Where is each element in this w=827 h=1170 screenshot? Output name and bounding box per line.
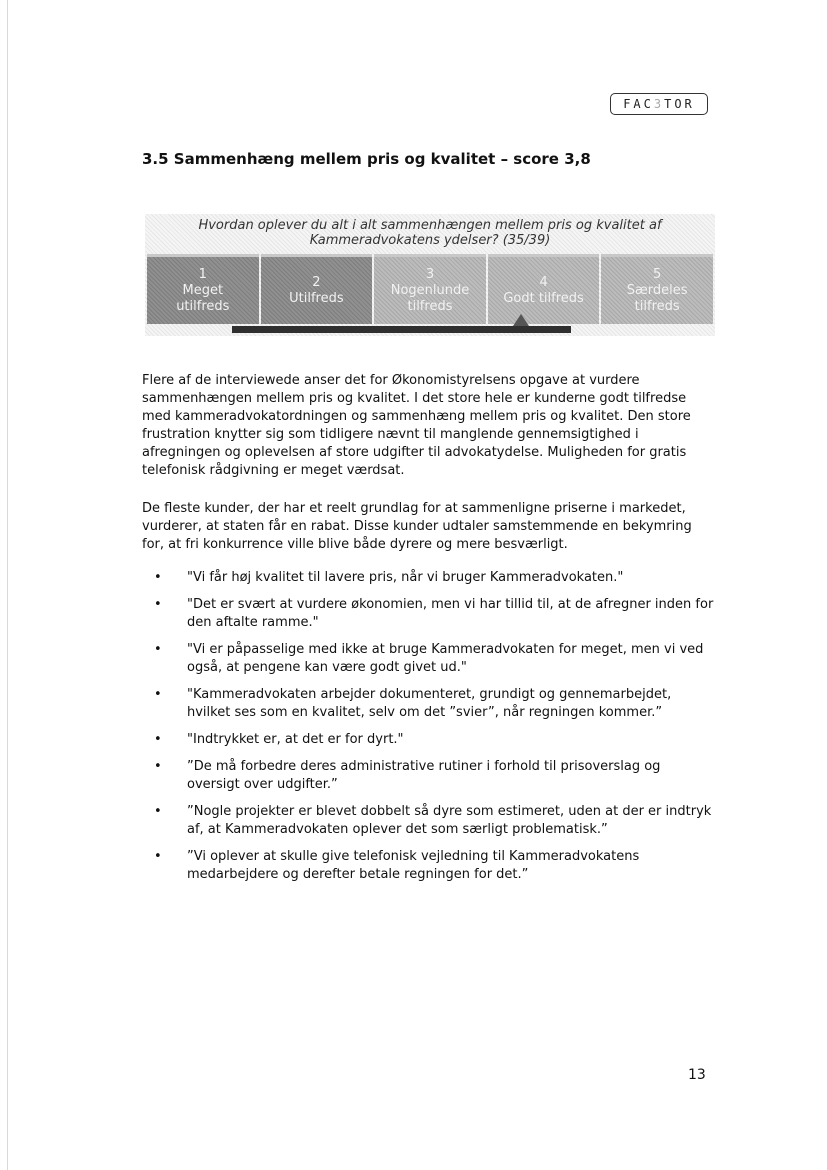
paragraph-1: Flere af de interviewede anser det for Økonomistyrelsens opgave at vurdere sammenhængen mellem pris og kvalitet. I det store hele er kunderne godt tilfredse med kammeradvokatordningen og sammenhæng mellem pris og kvalitet. Den store frustration knytter sig som tidligere nævnt til manglende gennemsigtighed i afregningen og oplevelsen af store udgifter til advokatydelse. Muligheden for gratis telefonisk rådgivning er meget værdsat. [142, 373, 691, 478]
scale-option-label: Meget utilfreds [176, 282, 230, 314]
bullet-icon: • [154, 642, 162, 657]
quote-text: "Det er svært at vurdere økonomien, men vi har tillid til, at de afregner inden for den aftalte ramme." [187, 597, 714, 630]
bullet-icon: • [154, 597, 162, 612]
scale-option-label: Godt tilfreds [503, 290, 584, 306]
response-range-bar [232, 326, 572, 333]
bullet-icon: • [154, 759, 162, 774]
section-heading: 3.5 Sammenhæng mellem pris og kvalitet – score 3,8 [142, 150, 591, 168]
quote-text: "Indtrykket er, at det er for dyrt." [187, 732, 404, 747]
scale-options [147, 254, 713, 324]
scale-option-number: 4 [539, 274, 548, 290]
quote-item [142, 731, 717, 749]
quote-text: "Vi får høj kvalitet til lavere pris, når vi bruger Kammeradvokaten." [187, 570, 624, 585]
bullet-icon: • [154, 804, 162, 819]
scale-option-5 [601, 254, 713, 324]
score-marker-icon [513, 314, 529, 326]
scale-option-number: 5 [653, 266, 662, 282]
paragraph-2: De fleste kunder, der har et reelt grundlag for at sammenligne priserne i markedet, vurderer, at staten får en rabat. Disse kunder udtaler samstemmende en bekymring for, at fri konkurrence ville blive både dyrere og mere besværligt. [142, 501, 692, 552]
bullet-icon: • [154, 687, 162, 702]
scale-option-number: 1 [198, 266, 207, 282]
quote-text: ”Nogle projekter er blevet dobbelt så dyre som estimeret, uden at der er indtryk af, at Kammeradvokaten oplever det som særligt problematisk.” [187, 804, 712, 837]
scale-question: Hvordan oplever du alt i alt sammenhængen mellem pris og kvalitet af Kammeradvokatens ydelser? (35/39) [198, 218, 662, 248]
quote-text: "Vi er påpasselige med ikke at bruge Kammeradvokaten for meget, men vi ved også, at pengene kan være godt givet ud." [187, 642, 704, 675]
logo-text-3: TOR [664, 97, 695, 111]
quote-text: ”De må forbedre deres administrative rutiner i forhold til prisoverslag og oversigt over udgifter.” [187, 759, 661, 792]
scale-option-label: Nogenlunde tilfreds [390, 282, 470, 314]
factor-logo [610, 93, 708, 115]
scale-option-label: Utilfreds [289, 290, 344, 306]
quote-text: ”Vi oplever at skulle give telefonisk vejledning til Kammeradvokatens medarbejdere og derefter betale regningen for det.” [187, 849, 640, 882]
bullet-icon: • [154, 570, 162, 585]
scale-option-number: 2 [312, 274, 321, 290]
quote-text: "Kammeradvokaten arbejder dokumenteret, grundigt og gennemarbejdet, hvilket ses som en kvalitet, selv om det ”svier”, når regningen kommer.” [187, 687, 672, 720]
scale-option-2 [261, 254, 373, 324]
scale-option-label: Særdeles tilfreds [626, 282, 688, 314]
logo-text-2: 3 [653, 97, 665, 111]
scale-option-number: 3 [425, 266, 435, 282]
scale-option-4 [488, 254, 600, 324]
quote-item [142, 758, 717, 794]
scale-option-1 [147, 254, 259, 324]
quote-item [142, 803, 717, 839]
quote-item [142, 596, 717, 632]
page-number: 13 [688, 1067, 706, 1083]
quote-item [142, 686, 717, 722]
quote-list [142, 569, 717, 893]
bullet-icon: • [154, 849, 162, 864]
rating-scale-graphic [145, 214, 715, 336]
quote-item [142, 569, 717, 587]
quote-item [142, 848, 717, 884]
bullet-icon: • [154, 732, 162, 747]
margin-line [7, 0, 8, 1170]
quote-item [142, 641, 717, 677]
logo-text-1: FAC [623, 97, 654, 111]
scale-option-3 [374, 254, 486, 324]
